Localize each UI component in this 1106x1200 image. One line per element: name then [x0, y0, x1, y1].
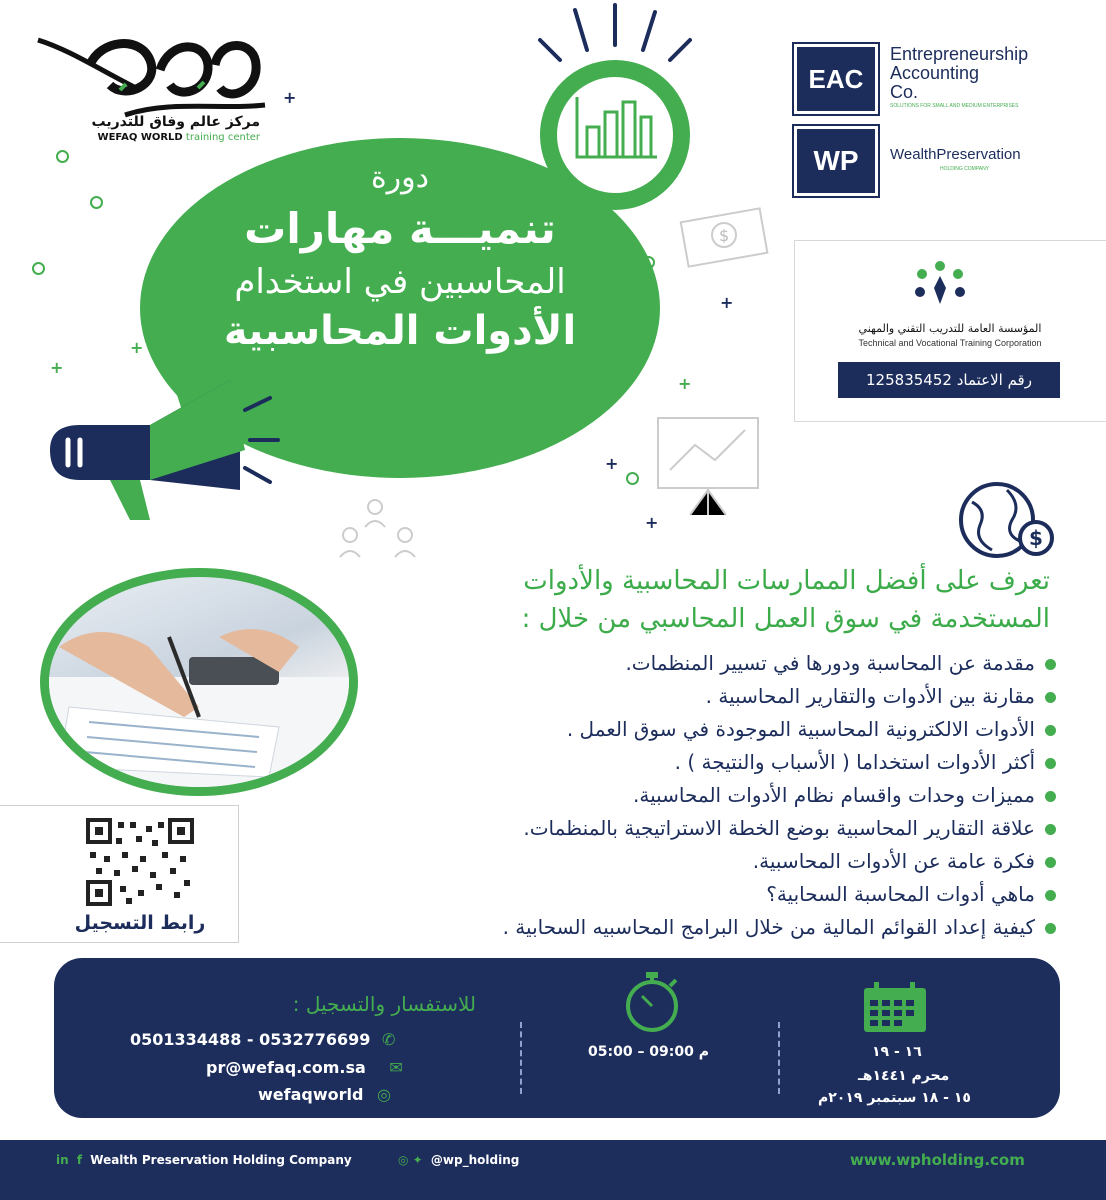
easel-sketch-icon — [650, 410, 770, 520]
eac-logo-mark: EAC — [794, 44, 878, 114]
stopwatch-icon — [618, 968, 690, 1034]
date-hijri: محرم ١٤٤١هـ — [858, 1068, 950, 1084]
wefaq-calligraphy-icon — [30, 30, 270, 125]
globe-money-icon — [952, 480, 1062, 560]
date-gregorian: ١٥ - ١٨ سبتمبر ٢٠١٩م — [818, 1090, 971, 1106]
topic-item: علاقة التقارير المحاسبية بوضع الخطة الاستراتيجية بالمنظمات. — [523, 816, 1056, 840]
bullet-dot — [1045, 659, 1056, 670]
eac-line3: Co. — [890, 82, 919, 102]
eac-tagline: SOLUTIONS FOR SMALL AND MEDIUM ENTERPRISES — [890, 103, 1019, 109]
money-sketch-icon — [676, 195, 776, 275]
plus-decoration: + — [283, 88, 297, 107]
footer — [0, 1140, 1106, 1200]
time-range: 05:00 – 09:00 م — [588, 1044, 710, 1060]
topic-item: مقارنة بين الأدوات والتقارير المحاسبية . — [706, 684, 1056, 708]
wefaq-name-en: WEFAQ WORLD — [97, 132, 183, 143]
topic-item: مقدمة عن المحاسبة ودورها في تسيير المنظمات. — [625, 651, 1056, 675]
tvtc-name-en: Technical and Vocational Training Corporation — [858, 338, 1042, 348]
linkedin-icon[interactable]: in — [56, 1153, 69, 1167]
bullet-dot — [1045, 824, 1056, 835]
bullet-dot — [1045, 857, 1056, 868]
plus-decoration: + — [678, 374, 692, 393]
calendar-icon — [862, 982, 928, 1034]
facebook-icon[interactable]: f — [76, 1153, 83, 1167]
bullet-dot — [1045, 758, 1056, 769]
eac-line2: Accounting — [890, 63, 980, 83]
wp-logo — [790, 124, 1080, 194]
topic-item: مميزات وحدات واقسام نظام الأدوات المحاسبية. — [633, 783, 1056, 807]
wefaq-name-en-sub: training center — [185, 132, 260, 143]
svg-text:$: $ — [1029, 526, 1043, 550]
wp-logo-mark: WP — [794, 126, 878, 196]
intro-line1: تعرف على أفضل الممارسات المحاسبية والأدوات — [523, 566, 1050, 596]
qr-label: رابط التسجيل — [74, 912, 206, 934]
wp-tagline: HOLDING COMPANY — [940, 166, 990, 172]
email-icon: ✉ — [389, 1058, 403, 1077]
tvtc-name-ar: المؤسسة العامة للتدريب التقني والمهني — [858, 322, 1042, 335]
course-title-line3: الأدوات المحاسبية — [223, 308, 577, 354]
date-days: ١٦ - ١٩ — [872, 1044, 922, 1060]
course-title-line2: المحاسبين في استخدام — [234, 262, 566, 302]
wp-name: WealthPreservation — [890, 146, 1021, 163]
plus-decoration: + — [130, 338, 144, 357]
tvtc-logo-icon — [910, 258, 970, 314]
course-kind: دورة — [370, 160, 430, 195]
contact-phones: 0501334488 - 0532776699 ✆ — [130, 1030, 396, 1049]
plus-decoration: + — [720, 293, 734, 312]
topic-item: فكرة عامة عن الأدوات المحاسبية. — [753, 849, 1056, 873]
bullet-dot — [1045, 791, 1056, 802]
svg-text:$: $ — [719, 226, 730, 245]
twitter-instagram-icon: ◎ — [377, 1085, 391, 1104]
bullet-dot — [1045, 923, 1056, 934]
plus-decoration: + — [605, 454, 619, 473]
topic-item: ماهي أدوات المحاسبة السحابية؟ — [766, 882, 1056, 906]
qr-code[interactable] — [86, 818, 194, 906]
megaphone-icon — [40, 370, 280, 530]
eac-line1: Entrepreneurship — [890, 44, 1029, 64]
bullet-dot — [1045, 692, 1056, 703]
course-title-line1: تنميـــة مهارات — [244, 204, 556, 253]
bullet-dot — [1045, 725, 1056, 736]
wefaq-logo — [30, 30, 270, 150]
eac-logo — [790, 42, 1080, 112]
rays-icon — [515, 0, 715, 70]
contact-social: wefaqworld ◎ — [258, 1085, 391, 1104]
ring-decoration — [32, 262, 45, 275]
instagram-icon[interactable]: ◎ — [398, 1153, 409, 1167]
bullet-dot — [1045, 890, 1056, 901]
plus-decoration: + — [50, 358, 64, 377]
intro-line2: المستخدمة في سوق العمل المحاسبي من خلال : — [521, 604, 1050, 634]
people-sketch-icon — [330, 495, 430, 565]
topic-item: كيفية إعداد القوائم المالية من خلال البرامج المحاسبيه السحابية . — [503, 915, 1056, 939]
topic-item: أكثر الأدوات استخداما ( الأسباب والنتيجة ) . — [675, 750, 1056, 774]
topic-item: الأدوات الالكترونية المحاسبية الموجودة في سوق العمل . — [567, 717, 1056, 741]
ring-decoration — [90, 196, 103, 209]
contact-title: للاستفسار والتسجيل : — [292, 992, 476, 1016]
footer-website[interactable]: www.wpholding.com — [850, 1151, 1025, 1169]
plus-decoration: + — [645, 513, 659, 532]
footer-handle: ◎ ✦ @wp_holding — [398, 1153, 520, 1167]
footer-company: in f Wealth Preservation Holding Company — [56, 1153, 352, 1167]
ring-decoration — [642, 256, 655, 269]
phone-whatsapp-icon: ✆ — [382, 1030, 396, 1049]
twitter-icon[interactable]: ✦ — [412, 1153, 423, 1167]
ring-decoration — [626, 472, 639, 485]
accounting-photo — [40, 568, 358, 796]
contact-email: pr@wefaq.com.sa ✉ — [206, 1058, 403, 1077]
accreditation-number: رقم الاعتماد 125835452 — [838, 362, 1060, 398]
ring-decoration — [56, 150, 69, 163]
wefaq-name-ar: مركز عالم وفاق للتدريب — [91, 114, 260, 130]
